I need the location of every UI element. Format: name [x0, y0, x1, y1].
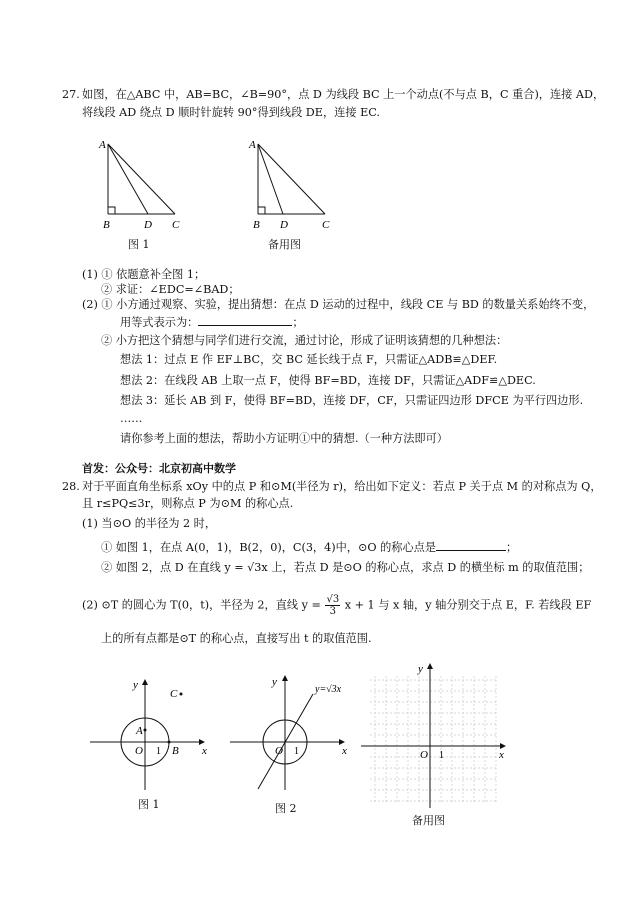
q28-part2-line2: 上的所有点都是⊙T 的称心点，直接写出 t 的取值范围. — [101, 632, 372, 645]
q28-stem-line1: 对于平面直角坐标系 xOy 中的点 P 和⊙M(半径为 r)，给出如下定义：若点 P 关于点 M 的对称点为 Q， — [82, 480, 602, 493]
q27-closing: 请你参考上面的想法，帮助小方证明①中的猜想.（一种方法即可） — [120, 432, 448, 445]
origin-label: O — [135, 745, 143, 757]
axis-x-label: x — [499, 749, 504, 761]
q28-part1-a-text: ① 如图 1，在点 A(0，1)，B(2，0)，C(3，4)中，⊙O 的称心点是 — [101, 541, 437, 554]
q27-idea-1: 想法 1：过点 E 作 EF⊥BC，交 BC 延长线于点 F，只需证△ADB≌△DEF. — [120, 353, 498, 366]
tick-1-label: 1 — [156, 746, 161, 757]
label-b: B — [172, 745, 179, 757]
fraction-numerator: √3 — [326, 594, 340, 605]
q28-part2-pre: (2) ⊙T 的圆心为 T(0，t)，半径为 2，直线 y = — [82, 598, 321, 612]
q27-part2-a2: 用等式表示为： ； — [120, 316, 304, 329]
axis-x-label: x — [202, 745, 207, 757]
origin-label: O — [420, 749, 428, 761]
segment-ac — [258, 144, 325, 214]
q27-ellipsis: …… — [120, 412, 143, 425]
label-a: A — [136, 725, 143, 737]
q28-part1-a-end: ； — [506, 541, 518, 554]
q28-number: 28. — [62, 480, 80, 493]
point-b — [168, 741, 171, 744]
grid-lines — [370, 676, 496, 804]
q27-part2-a: (2) ① 小方通过观察、实验，提出猜想：在点 D 运动的过程中，线段 CE 与 BD 的数量关系始终不变， — [82, 298, 595, 311]
q27-spare-caption: 备用图 — [268, 238, 301, 251]
q28-answer-blank[interactable] — [436, 539, 506, 551]
right-angle-mark — [108, 207, 115, 214]
q27-fig1-caption: 图 1 — [128, 238, 150, 251]
label-b: B — [253, 219, 260, 231]
q28-figure-1 — [88, 678, 218, 798]
q28-part2 — [82, 594, 591, 617]
fraction-denominator: 3 — [329, 606, 336, 617]
q28-part1-a — [101, 539, 517, 555]
label-a: A — [99, 139, 106, 151]
label-a: A — [249, 139, 256, 151]
tick-1-label: 1 — [439, 750, 444, 761]
axis-x-label: x — [342, 745, 347, 757]
fraction-sqrt3-over-3 — [325, 594, 340, 617]
right-angle-mark — [258, 207, 265, 214]
label-d: D — [280, 219, 288, 231]
origin-label: O — [275, 745, 283, 757]
segment-ad — [258, 144, 283, 214]
q27-idea-3: 想法 3：延长 AB 到 F，使得 BF=BD，连接 DF，CF，只需证四边形 DFCE 为平行四边形. — [120, 394, 584, 407]
axis-y-label: y — [133, 679, 138, 691]
publisher-line: 首发：公众号：北京初高中数学 — [82, 462, 236, 475]
q28-spare-caption: 备用图 — [412, 814, 445, 827]
tick-1-label: 1 — [294, 746, 299, 757]
q27-answer-blank[interactable] — [198, 314, 292, 326]
label-c: C — [322, 219, 330, 231]
q28-part2-post: x + 1 与 x 轴，y 轴分别交于点 E，F. 若线段 EF — [344, 598, 592, 612]
q27-stem-line2: 将线段 AD 绕点 D 顺时针旋转 90°得到线段 DE，连接 EC. — [82, 106, 380, 119]
q28-fig2-caption: 图 2 — [275, 802, 297, 815]
q27-figure-1 — [95, 140, 205, 240]
q27-idea-2: 想法 2：在线段 AB 上取一点 F，使得 BF=BD，连接 DF，只需证△ADF≌△DEC. — [120, 374, 536, 387]
q27-part1-b: ② 求证：∠EDC=∠BAD； — [101, 283, 240, 296]
q28-figure-2 — [228, 672, 358, 802]
point-a — [144, 729, 147, 732]
q27-part2-b: ② 小方把这个猜想与同学们进行交流，通过讨论，形成了证明该猜想的几种想法： — [101, 334, 508, 347]
q28-stem-line2: 且 r≤PQ≤3r，则称点 P 为⊙M 的称心点. — [82, 497, 294, 510]
q28-fig1-caption: 图 1 — [138, 798, 160, 811]
label-b: B — [103, 219, 110, 231]
point-c — [180, 693, 183, 696]
q27-number: 27. — [62, 88, 80, 101]
axis-y-label: y — [418, 663, 423, 675]
line-label: y=√3x — [315, 684, 342, 695]
axis-y-label: y — [272, 676, 277, 688]
q27-figure-spare — [245, 140, 355, 240]
label-d: D — [144, 219, 152, 231]
label-c: C — [170, 688, 178, 700]
q28-figure-spare — [355, 658, 505, 808]
label-c: C — [172, 219, 180, 231]
q27-stem-line1: 如图，在△ABC 中，AB=BC，∠B=90°，点 D 为线段 BC 上一个动点(不与点 B，C 重合)，连接 AD， — [82, 88, 605, 101]
q28-part1: (1) 当⊙O 的半径为 2 时， — [82, 517, 217, 530]
q27-part2-a2-text: 用等式表示为： — [120, 316, 199, 329]
q27-part1-a: (1) ① 依题意补全图 1； — [82, 268, 206, 281]
q28-part1-b: ② 如图 2，点 D 在直线 y = √3x 上，若点 D 是⊙O 的称心点，求点 D 的横坐标 m 的取值范围； — [101, 561, 590, 574]
